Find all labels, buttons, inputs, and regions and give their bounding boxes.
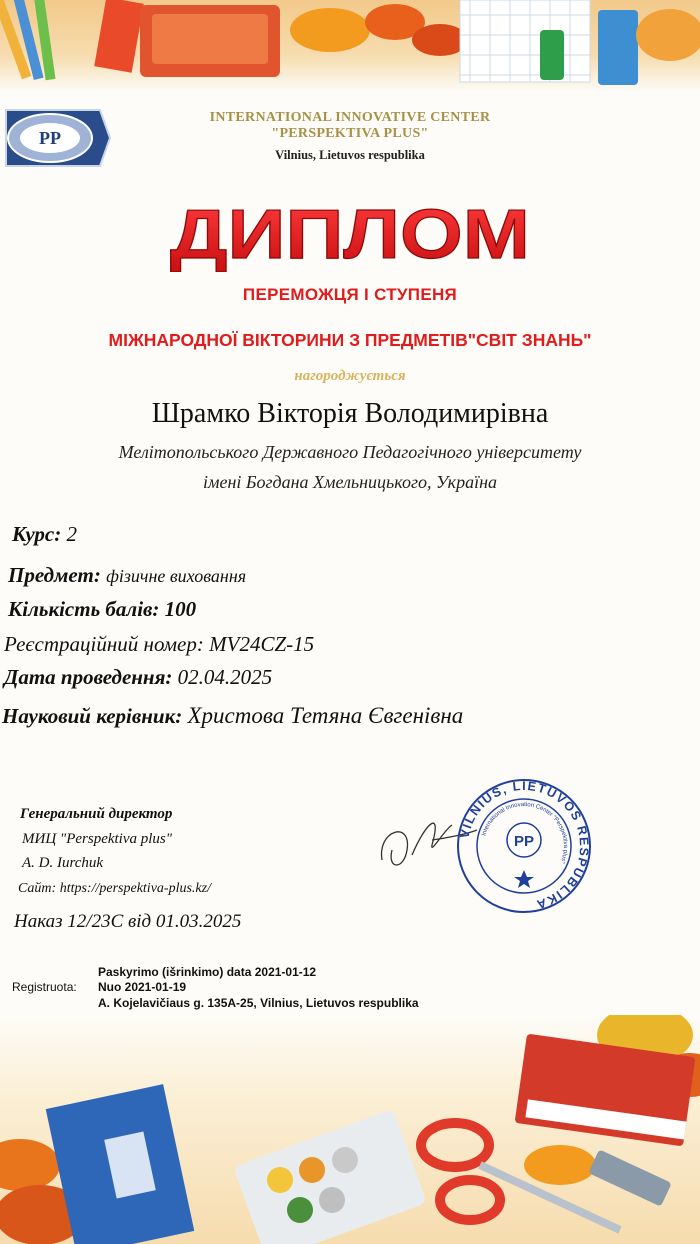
subject-value: фізичне виховання bbox=[106, 566, 247, 586]
decorative-bottom-banner bbox=[0, 1015, 700, 1244]
registration-number-field bbox=[4, 632, 314, 657]
subject-field bbox=[8, 563, 246, 588]
star-icon bbox=[514, 870, 534, 888]
school-supplies-illustration-bottom bbox=[0, 1015, 700, 1244]
supervisor-label: Науковий керівник: bbox=[2, 704, 183, 728]
recipient-name: Шрамко Вікторія Володимирівна bbox=[151, 398, 549, 429]
course-label: Курс: bbox=[12, 522, 62, 546]
order-number: Наказ 12/23С від 01.03.2025 bbox=[14, 911, 242, 932]
director-org: МИЦ "Perspektiva plus" bbox=[22, 831, 173, 847]
organization-location: Vilnius, Lietuvos respublika bbox=[275, 148, 425, 162]
university-line-1: Мелітопольського Державного Педагогічного університету bbox=[118, 442, 582, 462]
score-label: Кількість балів: bbox=[8, 597, 160, 621]
cup-image bbox=[598, 10, 638, 85]
paint-palette-image bbox=[233, 1109, 427, 1244]
stamp-outer-text: VILNIUS, LIETUVOS RESPUBLIKA bbox=[457, 778, 592, 912]
scissors-image bbox=[421, 1123, 620, 1230]
pencils-image bbox=[0, 0, 56, 80]
course-field bbox=[12, 522, 77, 547]
university-line-2: імені Богдана Хмельницького, Україна bbox=[202, 472, 498, 492]
date-label: Дата проведення: bbox=[4, 665, 173, 689]
marker-image bbox=[540, 30, 564, 80]
registration-number-label: Реєстраційний номер: bbox=[4, 632, 204, 656]
score-field bbox=[8, 597, 196, 622]
leaf-image bbox=[636, 9, 700, 61]
awarded-label: нагороджується bbox=[294, 368, 406, 384]
supervisor-field bbox=[2, 703, 463, 729]
diploma-title-text: ДИПЛОМ bbox=[170, 195, 530, 272]
registration-label: Registruota: bbox=[12, 980, 77, 994]
registration-address: A. Kojelavičiaus g. 135A-25, Vilnius, Lietuvos respublika bbox=[98, 996, 419, 1010]
website-line: Сайт: https://perspektiva-plus.kz/ bbox=[18, 881, 211, 896]
usb-drive-image bbox=[588, 1149, 671, 1206]
course-value: 2 bbox=[66, 522, 77, 546]
date-field bbox=[4, 665, 272, 690]
organization-name: INTERNATIONAL INNOVATIVE CENTER bbox=[209, 110, 491, 125]
subject-label: Предмет: bbox=[8, 563, 101, 587]
decorative-top-banner bbox=[0, 0, 700, 92]
diploma-title bbox=[140, 192, 560, 272]
registration-number-value: MV24CZ-15 bbox=[209, 632, 315, 656]
autumn-leaves-image bbox=[290, 4, 468, 56]
supervisor-value: Христова Тетяна Євгенівна bbox=[187, 703, 464, 728]
notebook-image bbox=[460, 0, 590, 82]
stamp-inner-text: International Innovation Center "Perspektiva plus" bbox=[481, 801, 569, 864]
organization-brand: "PERSPEKTIVA PLUS" bbox=[271, 126, 429, 141]
school-supplies-illustration bbox=[0, 0, 700, 92]
date-value: 02.04.2025 bbox=[177, 665, 273, 689]
winner-degree: ПЕРЕМОЖЦЯ І СТУПЕНЯ bbox=[242, 285, 458, 304]
official-stamp bbox=[456, 778, 592, 914]
logo-text: PP bbox=[39, 128, 61, 148]
ruler-image bbox=[94, 0, 144, 73]
score-value: 100 bbox=[164, 597, 197, 621]
stamp-center-text: PP bbox=[513, 833, 535, 850]
registration-from: Nuo 2021-01-19 bbox=[98, 980, 187, 994]
registration-date: Paskyrimo (išrinkimo) data 2021-01-12 bbox=[98, 965, 317, 979]
director-title: Генеральний директор bbox=[20, 806, 173, 822]
director-name: A. D. Iurchuk bbox=[22, 855, 104, 871]
quiz-name: МІЖНАРОДНОЇ ВІКТОРИНИ З ПРЕДМЕТІВ"СВІТ ЗНАНЬ" bbox=[108, 330, 592, 350]
